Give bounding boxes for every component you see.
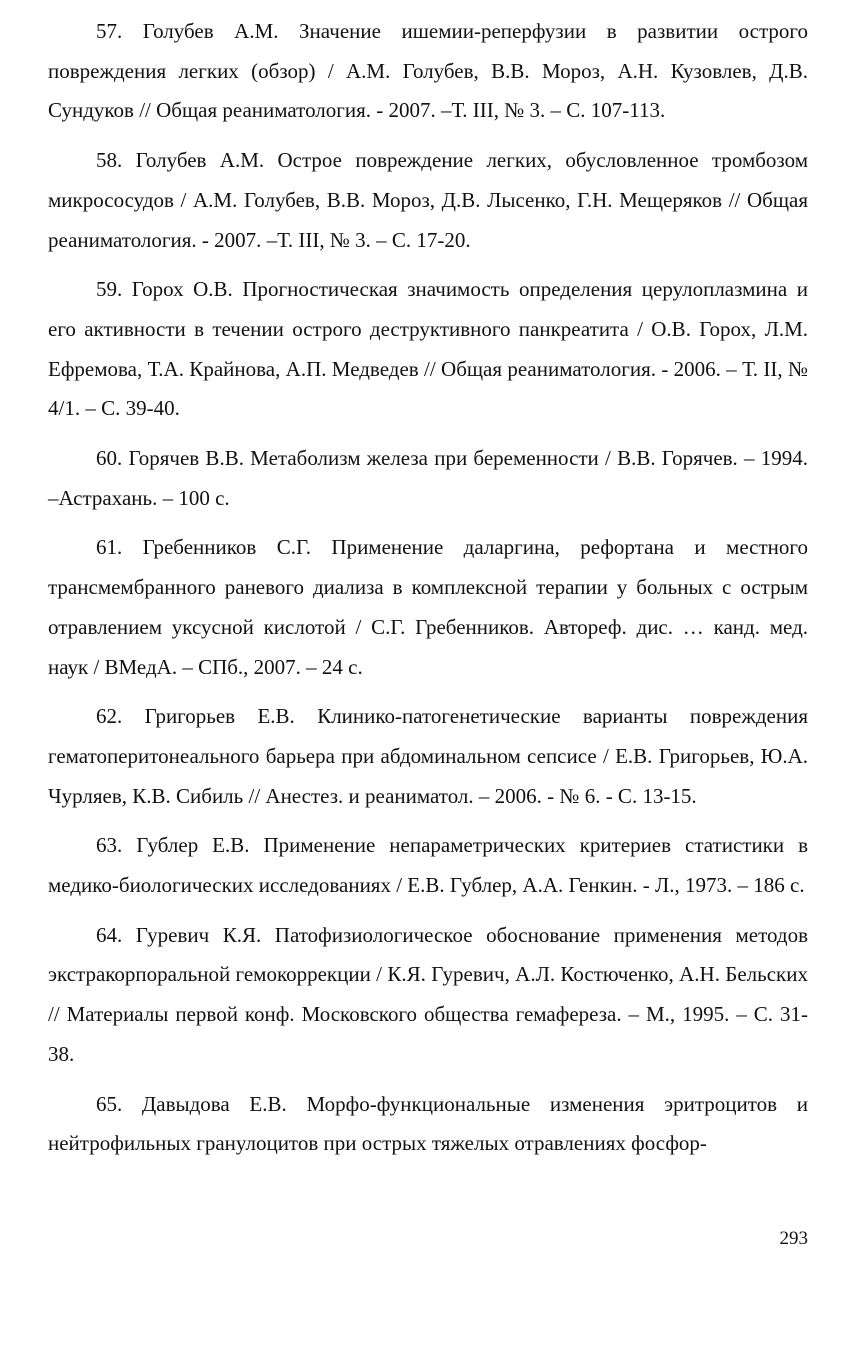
reference-item-59: 59. Горох О.В. Прогностическая значимость определения церулоплазмина и его активности в течении острого деструктивного панкреатита / О.В. Горох, Л.М. Ефремова, Т.А. Крайнова, А.П. Медведев // Общая реаниматология. - 2006. – Т. II, № 4/1. – С. 39-40. xyxy=(48,277,808,421)
reference-item-65: 65. Давыдова Е.В. Морфо-функциональные изменения эритроцитов и нейтрофильных гранулоцитов при острых тяжелых отравлениях фосфор- xyxy=(48,1091,808,1156)
reference-item-60: 60. Горячев В.В. Метаболизм железа при беременности / В.В. Горячев. – 1994. –Астрахань. – 100 с. xyxy=(48,446,808,510)
reference-list xyxy=(48,12,808,1164)
page-number: 293 xyxy=(779,1228,808,1249)
reference-item-63: 63. Гублер Е.В. Применение непараметрических критериев статистики в медико-биологических исследованиях / Е.В. Гублер, А.А. Генкин. - Л., 1973. – 186 с. xyxy=(48,833,808,898)
reference-item-61: 61. Гребенников С.Г. Применение даларгина, рефортана и местного трансмембранного раневого диализа в комплексной терапии у больных с острым отравлением уксусной кислотой / С.Г. Гребенников. Автореф. дис. … канд. мед. наук / ВМедА. – СПб., 2007. – 24 с. xyxy=(48,535,808,679)
reference-item-64: 64. Гуревич К.Я. Патофизиологическое обоснование применения методов экстракорпоральной гемокоррекции / К.Я. Гуревич, А.Л. Костюченко, А.Н. Бельских // Материалы первой конф. Московского общества гемафереза. – М., 1995. – С. 31-38. xyxy=(48,922,808,1066)
reference-item-62: 62. Григорьев Е.В. Клинико-патогенетические варианты повреждения гематоперитонеального барьера при абдоминальном сепсисе / Е.В. Григорьев, Ю.А. Чурляев, К.В. Сибиль // Анестез. и реаниматол. – 2006. - № 6. - С. 13-15. xyxy=(48,704,808,808)
reference-item-57: 57. Голубев А.М. Значение ишемии-реперфузии в развитии острого повреждения легких (обзор) / А.М. Голубев, В.В. Мороз, А.Н. Кузовлев, Д.В. Сундуков // Общая реаниматология. - 2007. –Т. III, № 3. – С. 107-113. xyxy=(48,19,808,123)
reference-item-58: 58. Голубев А.М. Острое повреждение легких, обусловленное тромбозом микрососудов / А.М. Голубев, В.В. Мороз, Д.В. Лысенко, Г.Н. Мещеряков // Общая реаниматология. - 2007. –Т. III, № 3. – С. 17-20. xyxy=(48,148,808,252)
